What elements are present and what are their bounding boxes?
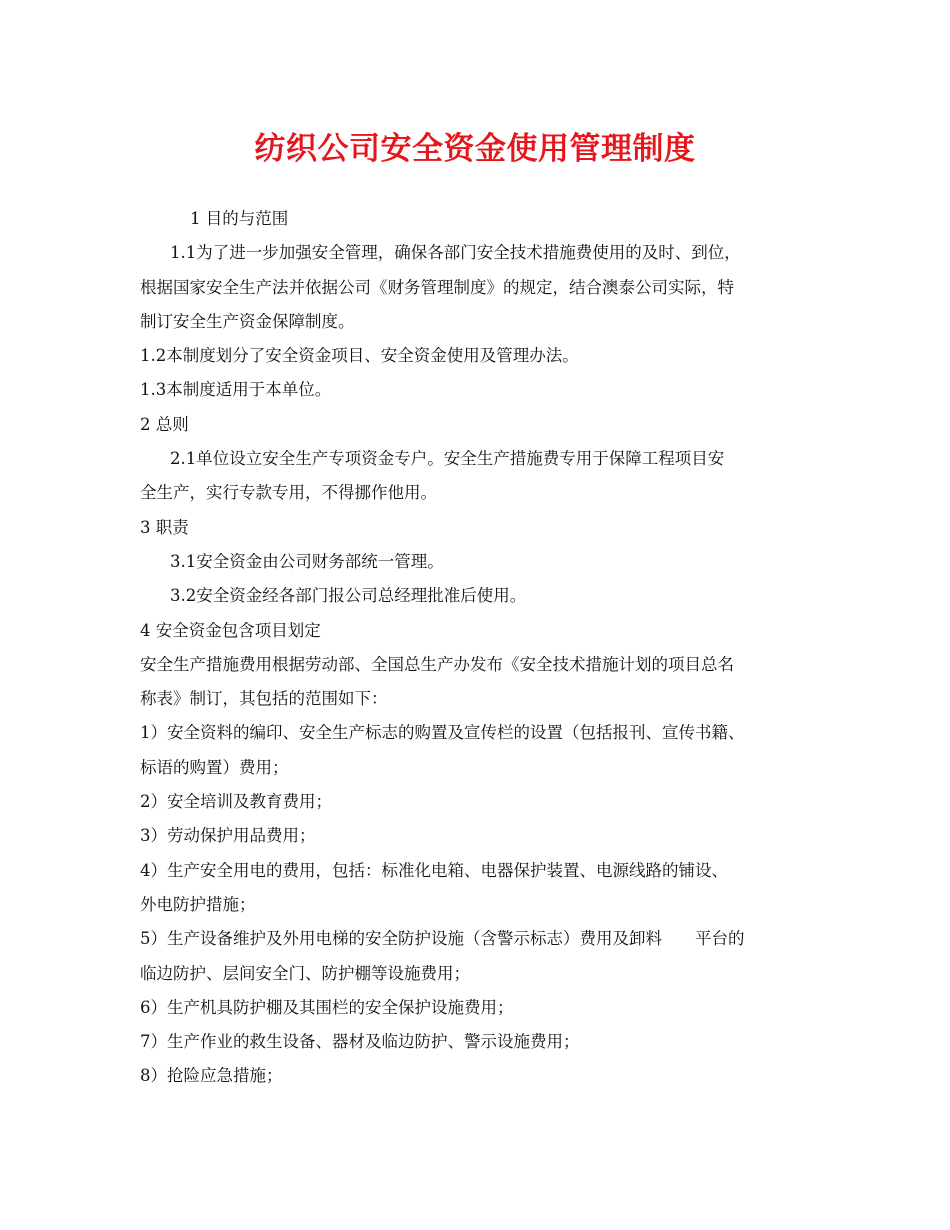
- text-line: 1.3本制度适用于本单位。: [140, 380, 332, 400]
- text-line: 1.2本制度划分了安全资金项目、安全资金使用及管理办法。: [140, 346, 579, 366]
- text-line: 3.2安全资金经各部门报公司总经理批准后使用。: [170, 586, 527, 606]
- text-line: 1）安全资料的编印、安全生产标志的购置及宣传栏的设置（包括报刊、宣传书籍、: [140, 723, 745, 743]
- text-line: 6）生产机具防护棚及其围栏的安全保护设施费用；: [140, 997, 514, 1017]
- text-line: 标语的购置）费用；: [140, 757, 289, 777]
- text-line: 8）抢险应急措施；: [140, 1066, 283, 1086]
- text-line: 2）安全培训及教育费用；: [140, 792, 332, 812]
- text-line: 根据国家安全生产法并依据公司《财务管理制度》的规定，结合澳泰公司实际，特: [140, 277, 734, 297]
- text-line: 5）生产设备维护及外用电梯的安全防护设施（含警示标志）费用及卸料 平台的: [140, 929, 745, 949]
- text-line: 1.1为了进一步加强安全管理，确保各部门安全技术措施费使用的及时、到位，: [170, 243, 741, 263]
- text-line: 制订安全生产资金保障制度。: [140, 311, 355, 331]
- text-line: 外电防护措施；: [140, 894, 256, 914]
- document-title: 纺织公司安全资金使用管理制度: [254, 131, 696, 167]
- text-line: 临边防护、层间安全门、防护棚等设施费用；: [140, 963, 470, 983]
- text-line: 2.1单位设立安全生产专项资金专户。安全生产措施费专用于保障工程项目安: [170, 449, 725, 469]
- text-line: 2 总则: [140, 414, 189, 434]
- document-body: [140, 202, 840, 1094]
- text-line: 4 安全资金包含项目划定: [140, 620, 321, 640]
- text-line: 7）生产作业的救生设备、器材及临边防护、警示设施费用；: [140, 1032, 580, 1052]
- text-line: 4）生产安全用电的费用，包括：标准化电箱、电器保护装置、电源线路的铺设、: [140, 860, 728, 880]
- text-line: 3.1安全资金由公司财务部统一管理。: [170, 551, 444, 571]
- text-line: 安全生产措施费用根据劳动部、全国总生产办发布《安全技术措施计划的项目总名: [140, 654, 734, 674]
- text-line: 称表》制订，其包括的范围如下：: [140, 689, 388, 709]
- text-line: 3）劳动保护用品费用；: [140, 826, 316, 846]
- text-line: 3 职责: [140, 517, 189, 537]
- text-line: 1 目的与范围: [190, 209, 289, 228]
- text-line: 全生产，实行专款专用，不得挪作他用。: [140, 483, 437, 503]
